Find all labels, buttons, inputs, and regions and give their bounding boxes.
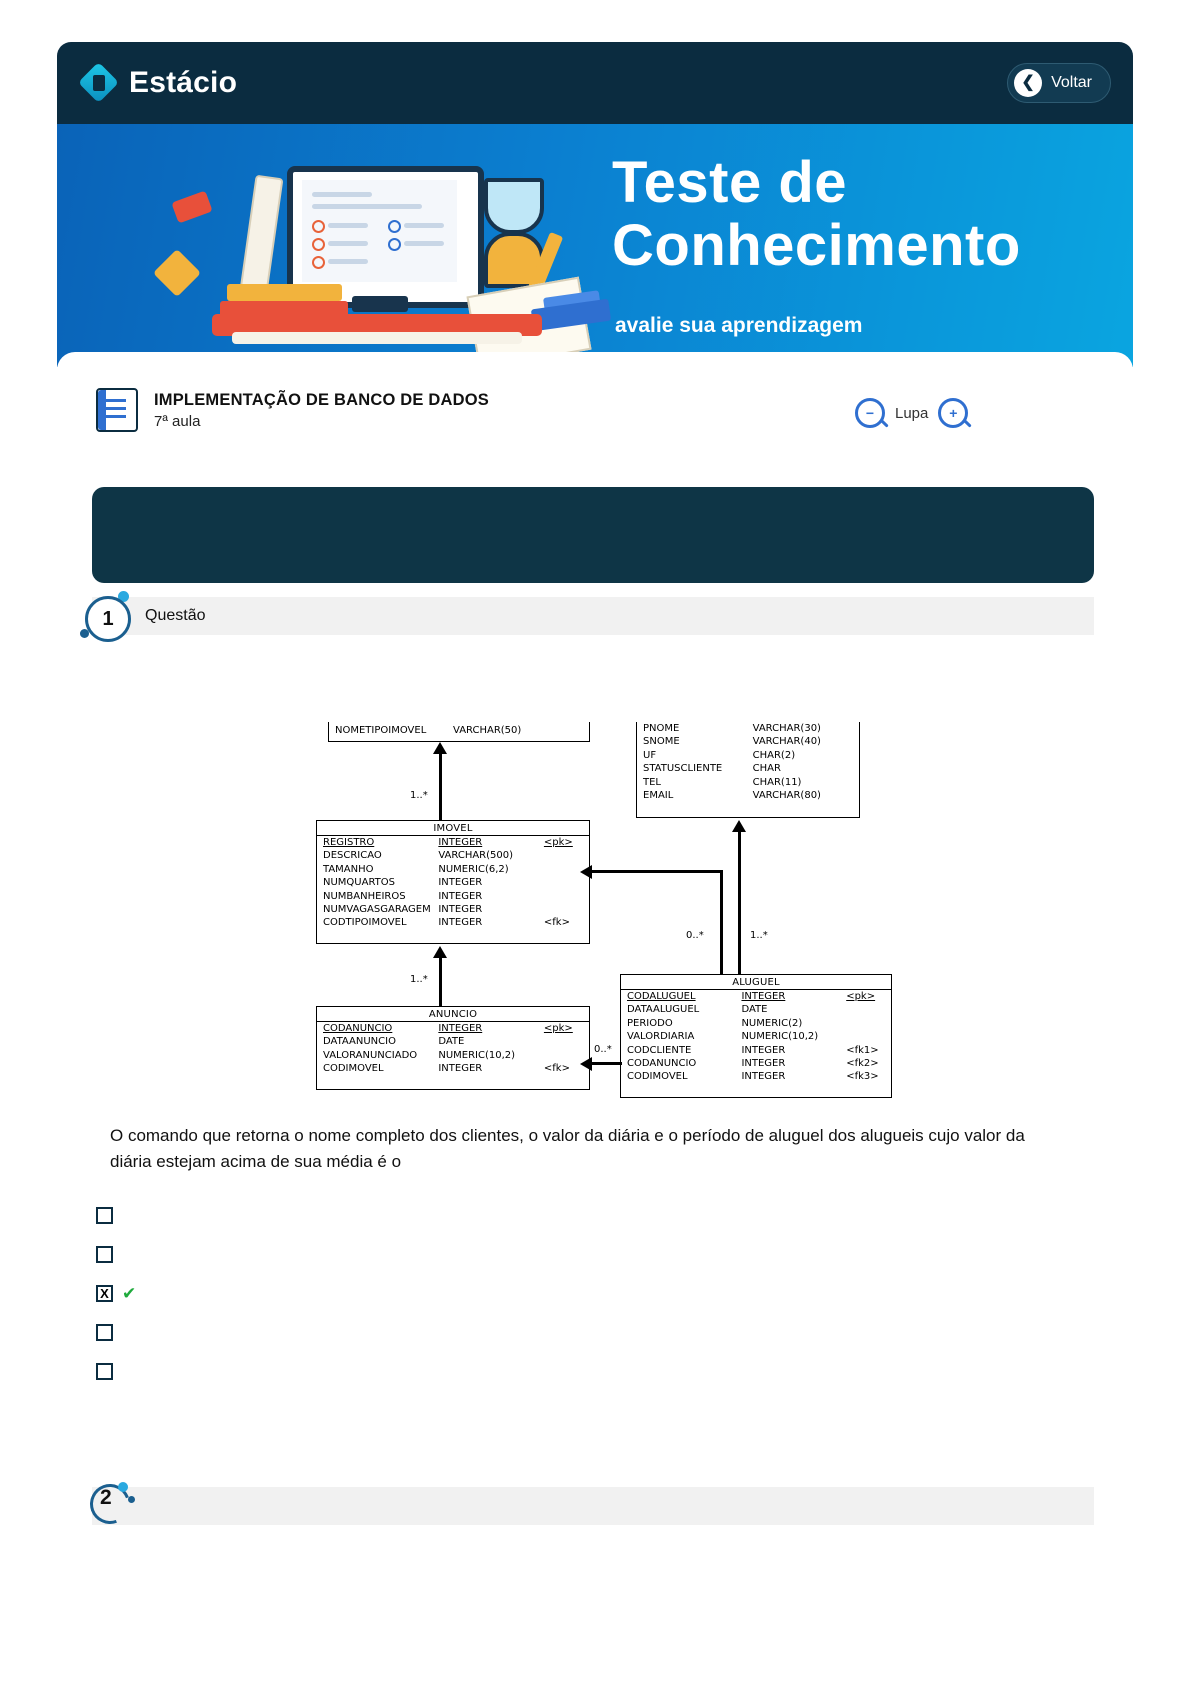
imovel-col-3: NUMQUARTOS [323, 877, 396, 889]
green-check-icon: ✔ [122, 1284, 137, 1303]
option-checkbox-2[interactable] [96, 1246, 113, 1263]
zoom-controls [855, 398, 968, 428]
aluguel-key-5: <fk2> [846, 1058, 879, 1070]
imovel-type-1: VARCHAR(500) [438, 850, 514, 862]
aluguel-key-2 [846, 1017, 885, 1030]
option-row-4[interactable] [96, 1313, 1036, 1352]
anuncio-key-0: <pk> [543, 1023, 573, 1034]
aluguel-type-4: INTEGER [741, 1044, 786, 1056]
anuncio-key-1 [544, 1035, 583, 1048]
option-row-2[interactable] [96, 1235, 1036, 1274]
aluguel-key-0: <pk> [846, 991, 876, 1002]
table-aluguel [620, 974, 892, 1098]
anuncio-key-3: <fk> [543, 1063, 570, 1075]
anuncio-type-2: NUMERIC(10,2) [438, 1049, 516, 1061]
card-aluguel-anuncio: 0..* [594, 1044, 612, 1055]
imovel-type-3: INTEGER [438, 877, 483, 889]
option-checkbox-4[interactable] [96, 1324, 113, 1341]
cliente-type-1: VARCHAR(40) [752, 736, 821, 748]
magnifier-plus-icon[interactable]: + [938, 398, 968, 428]
imovel-key-2 [544, 863, 583, 876]
question-1-options [96, 1196, 1036, 1391]
aluguel-key-1 [846, 1003, 885, 1016]
cliente-col-4: TEL [643, 776, 661, 788]
cliente-type-2: CHAR(2) [752, 749, 796, 761]
question-1-label: Questão [145, 607, 206, 624]
question-2-header-bar [92, 1487, 1094, 1525]
rel-imovel-tipoimovel [439, 748, 442, 820]
anuncio-col-3: CODIMOVEL [323, 1063, 384, 1075]
aluguel-col-6: CODIMOVEL [627, 1071, 688, 1083]
anuncio-type-0: INTEGER [438, 1023, 483, 1034]
estacio-logo-icon [79, 63, 119, 103]
aluguel-key-6: <fk3> [846, 1071, 879, 1083]
table-cliente [636, 722, 860, 818]
rel-aluguel-anuncio-h [592, 1062, 622, 1065]
imovel-col-4: NUMBANHEIROS [323, 890, 406, 902]
anuncio-title: ANUNCIO [317, 1007, 589, 1022]
imovel-key-0: <pk> [543, 837, 573, 848]
app-header [57, 42, 1133, 124]
aluguel-key-3 [846, 1030, 885, 1043]
option-checkbox-1[interactable] [96, 1207, 113, 1224]
aluguel-type-6: INTEGER [741, 1071, 786, 1083]
hero-title-line1: Teste de [612, 150, 848, 215]
rel-aluguel-imovel-v [720, 870, 723, 974]
zoom-label: Lupa [895, 404, 929, 422]
brand-name: Estácio [129, 66, 238, 99]
er-diagram [300, 722, 900, 1112]
imovel-key-1 [544, 849, 583, 862]
rel-aluguel-imovel-arrow [580, 865, 592, 879]
imovel-col-5: NUMVAGASGARAGEM [323, 904, 431, 916]
aluguel-col-1: DATAALUGUEL [627, 1004, 700, 1016]
back-button-label: Voltar [1051, 74, 1092, 91]
anuncio-col-0: CODANUNCIO [323, 1023, 393, 1034]
cliente-type-0: VARCHAR(30) [752, 723, 821, 734]
option-row-5[interactable] [96, 1352, 1036, 1391]
imovel-type-5: INTEGER [438, 904, 483, 916]
cliente-col-2: UF [643, 749, 657, 761]
aluguel-key-4: <fk1> [846, 1044, 879, 1056]
rel-aluguel-anuncio-arrow [580, 1057, 592, 1071]
question-2-number: 2 [100, 1486, 112, 1509]
option-checkbox-3[interactable]: X [96, 1285, 113, 1302]
question-1-number: 1 [85, 596, 131, 642]
rel-anuncio-imovel-arrow [433, 946, 447, 958]
info-panel [92, 487, 1094, 583]
question-2-badge [84, 1478, 140, 1524]
aluguel-col-4: CODCLIENTE [627, 1044, 692, 1056]
imovel-key-4 [544, 890, 583, 903]
card-aluguel-cliente: 1..* [750, 930, 768, 941]
imovel-col-1: DESCRICAO [323, 850, 382, 862]
imovel-key-5 [544, 903, 583, 916]
question-1-badge [78, 589, 132, 643]
cliente-col-1: SNOME [643, 736, 680, 748]
option-checkbox-5[interactable] [96, 1363, 113, 1380]
tipoimovel-type-0: VARCHAR(50) [453, 725, 522, 736]
anuncio-type-1: DATE [438, 1036, 465, 1048]
chevron-left-icon: ❮ [1014, 69, 1042, 97]
cliente-type-5: VARCHAR(80) [752, 790, 821, 802]
question-1-statement: O comando que retorna o nome completo dos clientes, o valor da diária e o período de aluguel dos alugueis cujo valor da diária estejam acima de sua média é o [110, 1126, 1025, 1172]
aluguel-type-3: NUMERIC(10,2) [741, 1031, 819, 1043]
cliente-col-5: EMAIL [643, 790, 674, 802]
cliente-col-3: STATUSCLIENTE [643, 763, 723, 775]
table-tipoimovel [328, 722, 590, 742]
rel-aluguel-cliente-arrow [732, 820, 746, 832]
aluguel-type-5: INTEGER [741, 1058, 786, 1070]
imovel-type-2: NUMERIC(6,2) [438, 863, 509, 875]
hero-title-line2: Conhecimento [612, 212, 1021, 278]
imovel-title: IMOVEL [317, 821, 589, 836]
aluguel-col-0: CODALUGUEL [627, 991, 696, 1002]
card-imovel-tipoimovel: 1..* [410, 790, 428, 801]
imovel-col-0: REGISTRO [323, 837, 375, 848]
anuncio-key-2 [544, 1049, 583, 1062]
aluguel-col-3: VALORDIARIA [627, 1031, 695, 1043]
aluguel-col-2: PERIODO [627, 1017, 673, 1029]
tipoimovel-col-0: NOMETIPOIMOVEL [335, 725, 427, 736]
table-imovel [316, 820, 590, 944]
card-aluguel-imovel: 0..* [686, 930, 704, 941]
book-icon [96, 388, 138, 432]
rel-aluguel-imovel-h [592, 870, 723, 873]
anuncio-type-3: INTEGER [438, 1063, 483, 1075]
imovel-key-6: <fk> [543, 917, 570, 929]
hero-bottom-round [57, 352, 1133, 380]
card-anuncio-imovel: 1..* [410, 974, 428, 985]
imovel-type-0: INTEGER [438, 837, 483, 848]
magnifier-minus-icon[interactable]: − [855, 398, 885, 428]
hero-subtitle: avalie sua aprendizagem [615, 314, 863, 337]
aluguel-type-0: INTEGER [741, 991, 786, 1002]
imovel-key-3 [544, 876, 583, 889]
imovel-col-2: TAMANHO [323, 863, 374, 875]
cliente-type-4: CHAR(11) [752, 776, 802, 788]
cliente-col-0: PNOME [643, 723, 680, 734]
option-row-3[interactable] [96, 1274, 1036, 1313]
course-lesson: 7ª aula [154, 412, 201, 430]
question-1-header-bar [92, 597, 1094, 635]
rel-anuncio-imovel [439, 958, 442, 1006]
cliente-type-3: CHAR [752, 763, 781, 775]
back-button[interactable] [1007, 63, 1111, 103]
table-anuncio [316, 1006, 590, 1090]
course-title: IMPLEMENTAÇÃO DE BANCO DE DADOS [154, 390, 489, 409]
option-row-1[interactable] [96, 1196, 1036, 1235]
anuncio-col-2: VALORANUNCIADO [323, 1049, 418, 1061]
aluguel-type-2: NUMERIC(2) [741, 1017, 803, 1029]
aluguel-col-5: CODANUNCIO [627, 1058, 697, 1070]
aluguel-type-1: DATE [741, 1004, 768, 1016]
imovel-type-6: INTEGER [438, 917, 483, 929]
hero-illustration [112, 136, 612, 361]
anuncio-col-1: DATAANUNCIO [323, 1036, 396, 1048]
hero-banner [57, 124, 1133, 367]
imovel-col-6: CODTIPOIMOVEL [323, 917, 407, 929]
rel-imovel-tipoimovel-arrow [433, 742, 447, 754]
aluguel-title: ALUGUEL [621, 975, 891, 990]
rel-aluguel-cliente [738, 832, 741, 974]
brand [79, 63, 237, 103]
imovel-type-4: INTEGER [438, 890, 483, 902]
hero-title [612, 152, 1021, 277]
